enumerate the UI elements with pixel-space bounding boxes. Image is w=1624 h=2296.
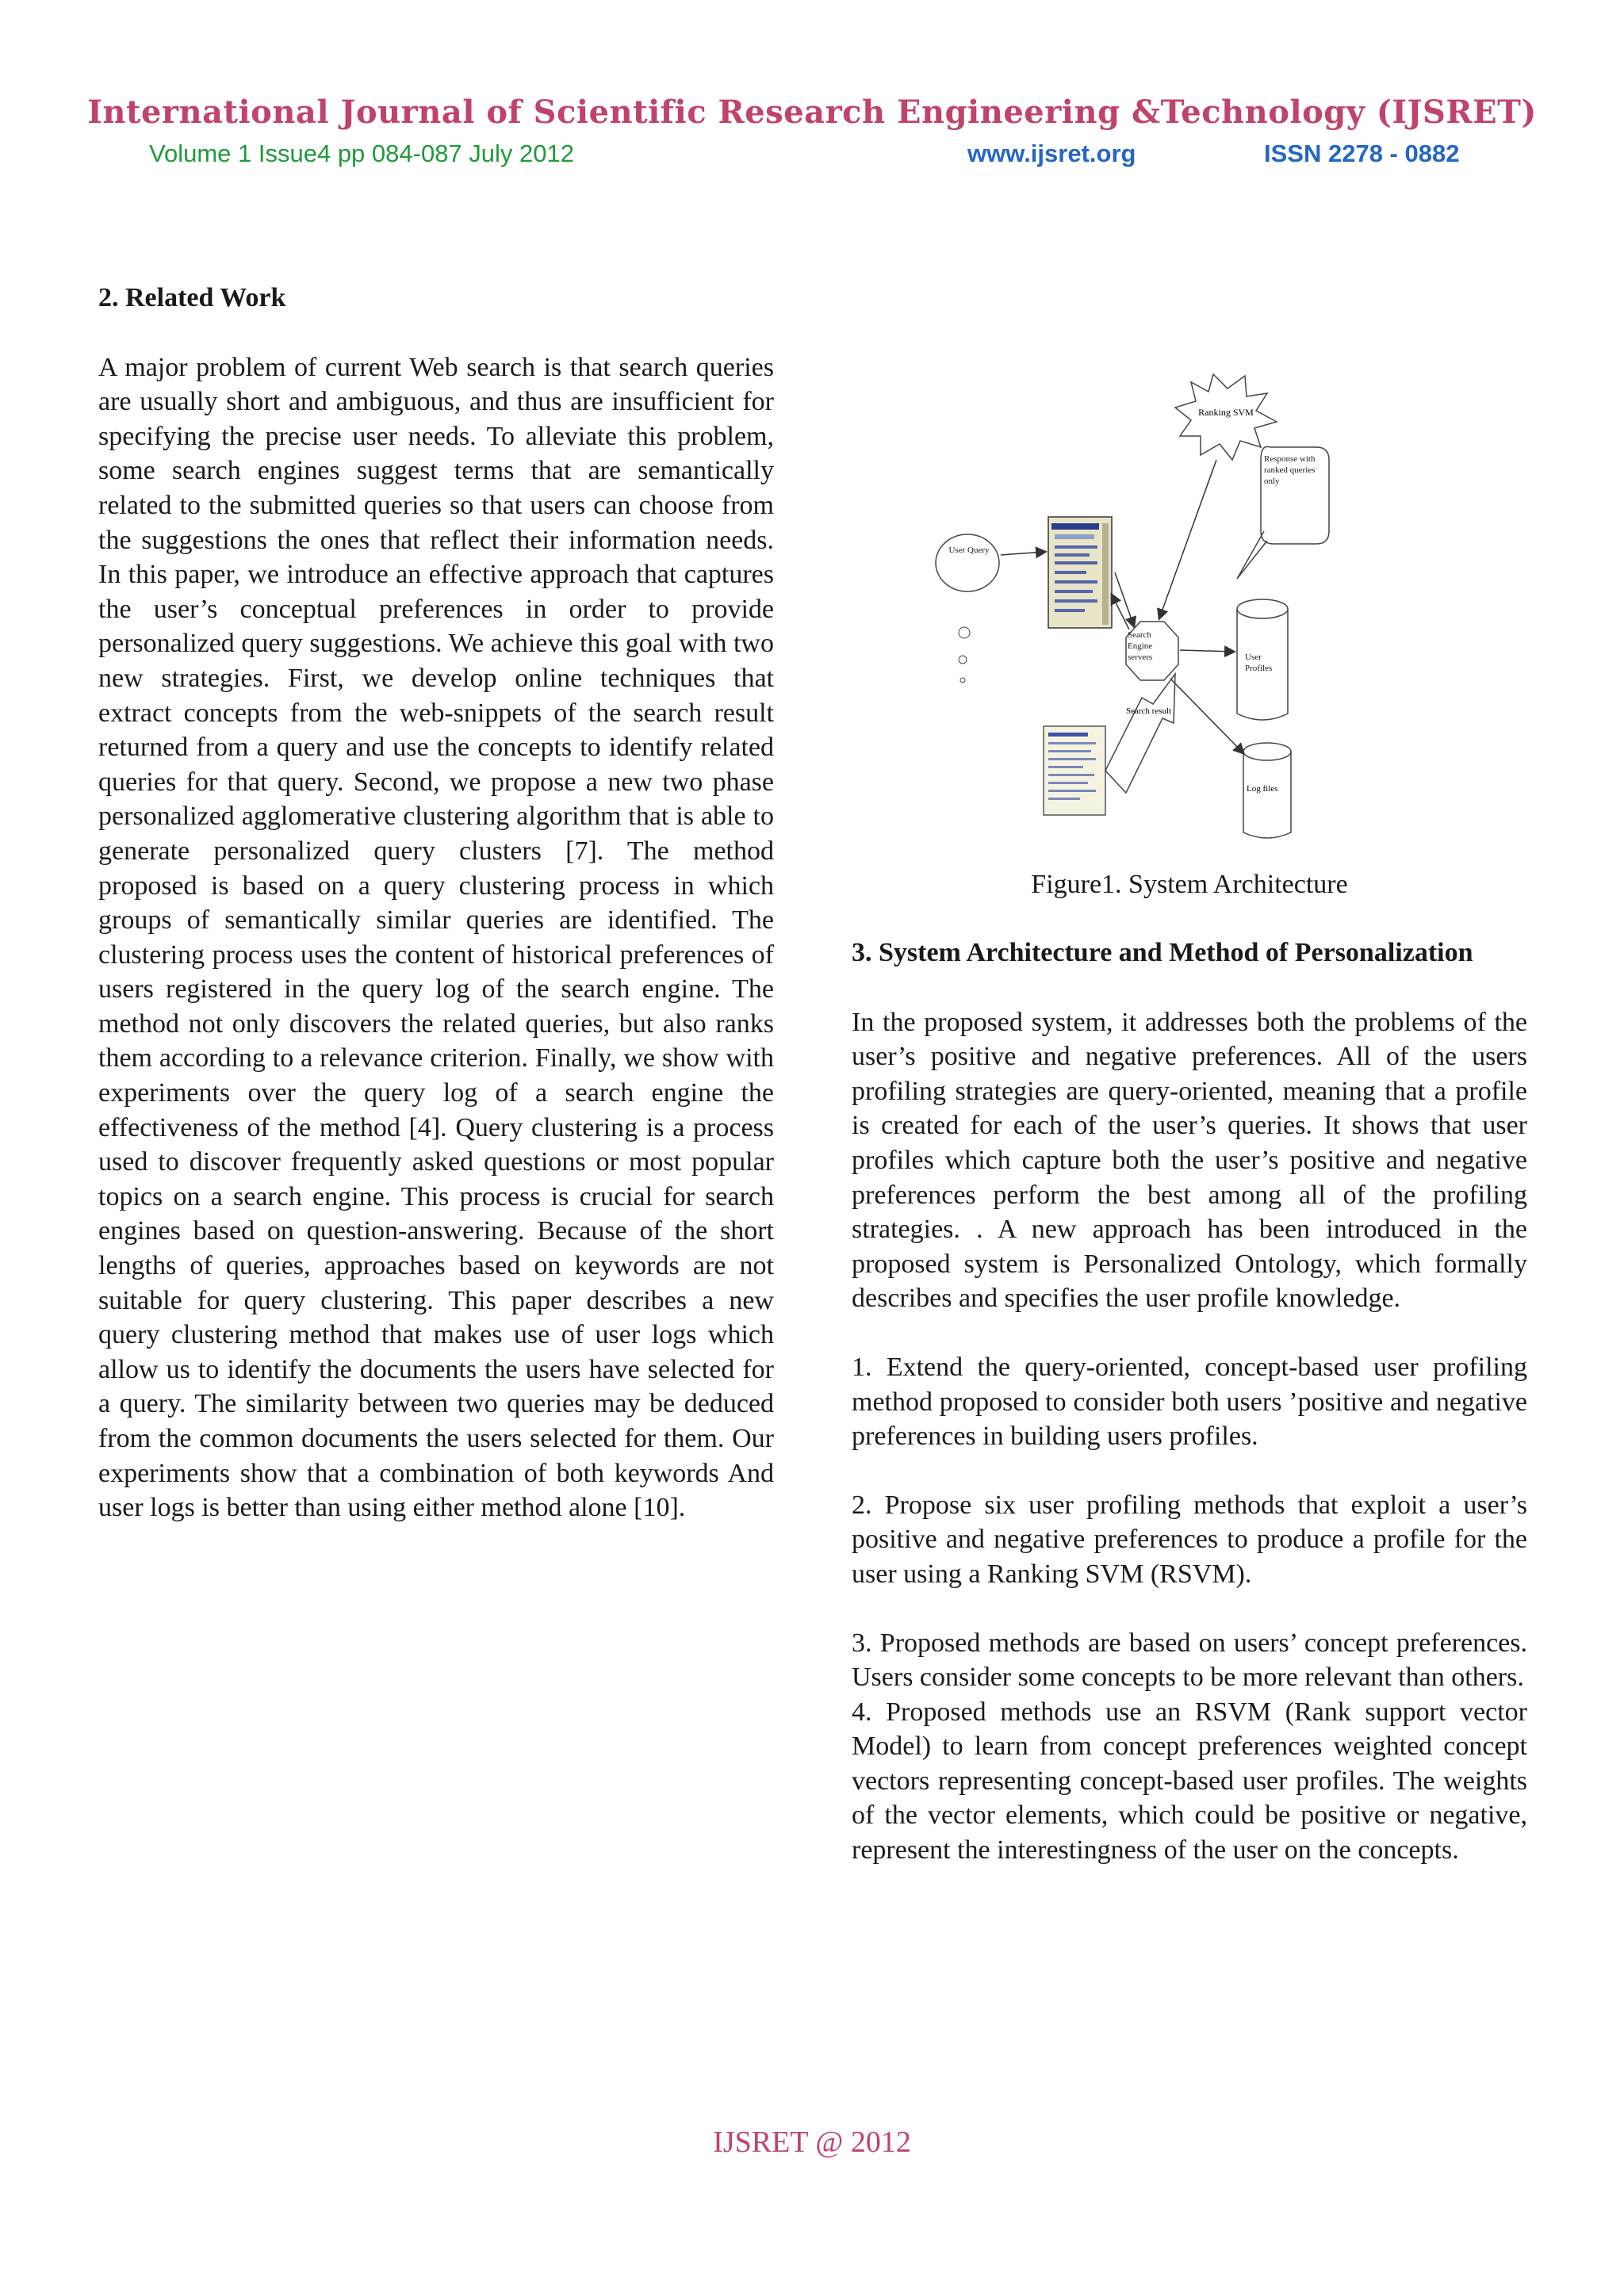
- search-result-arrow: [1105, 674, 1175, 793]
- right-column: [852, 936, 1527, 1868]
- volume-info: Volume 1 Issue4 pp 084-087 July 2012: [149, 140, 574, 167]
- page-footer: IJSRET @ 2012: [713, 2126, 911, 2159]
- figure-caption: Figure1. System Architecture: [1031, 870, 1348, 899]
- journal-meta: [0, 140, 1624, 171]
- website-link[interactable]: www.ijsret.org: [967, 140, 1136, 167]
- list-item-2: 2. Propose six user profiling methods that exploit a user’s positive and negative preferences to produce a profile for the user using a Ranking SVM (RSVM).: [852, 1490, 1527, 1589]
- thought-dot: [960, 678, 965, 683]
- section-title-related-work: 2. Related Work: [98, 283, 286, 312]
- log-files-label: Log files: [1247, 784, 1278, 794]
- section-title-system-architecture: 3. System Architecture and Method of Personalization: [852, 938, 1473, 967]
- journal-title: International Journal of Scientific Research Engineering &Technology (IJSRET): [87, 94, 1537, 131]
- related-work-paragraph: A major problem of current Web search is that search queries are usually short and ambiguous, and thus are insufficient for specifying the precise user needs. To alleviate this problem, some search engines suggest terms that are semantically related to the submitted queries so that users can choose from the suggestions the ones that reflect their information needs. In this paper, we introduce an effective approach that captures the user’s conceptual preferences in order to provide personalized query suggestions. We achieve this goal with two new strategies. First, we develop online techniques that extract concepts from the web-snippets of the search result returned from a query and use the concepts to identify related queries for that query. Second, we propose a new two phase personalized agglomerative clustering algorithm that is able to generate personalized query clusters [7]. The method proposed is based on a query clustering process in which groups of semantically similar queries are identified. The clustering process uses the content of historical preferences of users registered in the query log of the search engine. The method not only discovers the related queries, but also ranks them according to a relevance criterion. Finally, we show with experiments over the query log of a search engine the effectiveness of the method [4]. Query clustering is a process used to discover frequently asked questions or most popular topics on a search engine. This process is crucial for search engines based on question-answering. Because of the short lengths of queries, approaches based on keywords are not suitable for query clustering. This paper describes a new query clustering method that makes use of user logs which allow us to identify the documents the users have selected for a query. The similarity between two queries may be deduced from the common documents the users selected for them. Our experiments show that a combination of both keywords And user logs is better than using either method alone [10].: [98, 352, 774, 1523]
- search-result-label: Search result: [1126, 706, 1172, 716]
- user-profiles-label: User Profiles: [1245, 652, 1273, 673]
- search-engine-label: Search Engine servers: [1128, 630, 1153, 662]
- architecture-diagram: [928, 365, 1372, 856]
- issn-info: ISSN 2278 - 0882: [1264, 140, 1460, 167]
- response-label: Response with ranked queries only: [1264, 454, 1316, 486]
- system-architecture-figure: [928, 365, 1372, 856]
- list-item-1: 1. Extend the query-oriented, concept-based user profiling method proposed to consider both users ’positive and negative preferences in building users profiles.: [852, 1352, 1527, 1452]
- list-item-4: 4. Proposed methods use an RSVM (Rank support vector Model) to learn from concept preferences weighted concept vectors representing concept-based user profiles. The weights of the vector elements, which could be positive or negative, represent the interestingness of the user on the concepts.: [852, 1697, 1527, 1866]
- intro-paragraph: In the proposed system, it addresses both the problems of the user’s positive and negative preferences. All of the users profiling strategies are query-oriented, meaning that a profile is created for each of the user’s queries. It shows that user profiles which capture both the user’s positive and negative preferences perform the best among all of the profiling strategies. . A new approach has been introduced in the proposed system is Personalized Ontology, which formally describes and specifies the user profile knowledge.: [852, 1007, 1527, 1314]
- user-query-label: User Query: [948, 545, 990, 555]
- list-item-3: 3. Proposed methods are based on users’ concept preferences. Users consider some concepts to be more relevant than others.: [852, 1628, 1527, 1693]
- browser-screenshot: [1048, 517, 1112, 628]
- thought-dot: [959, 656, 967, 664]
- ranking-label: Ranking SVM: [1198, 407, 1254, 418]
- left-column: [98, 281, 774, 1525]
- search-result-page: [1044, 726, 1105, 815]
- thought-dot: [959, 627, 970, 638]
